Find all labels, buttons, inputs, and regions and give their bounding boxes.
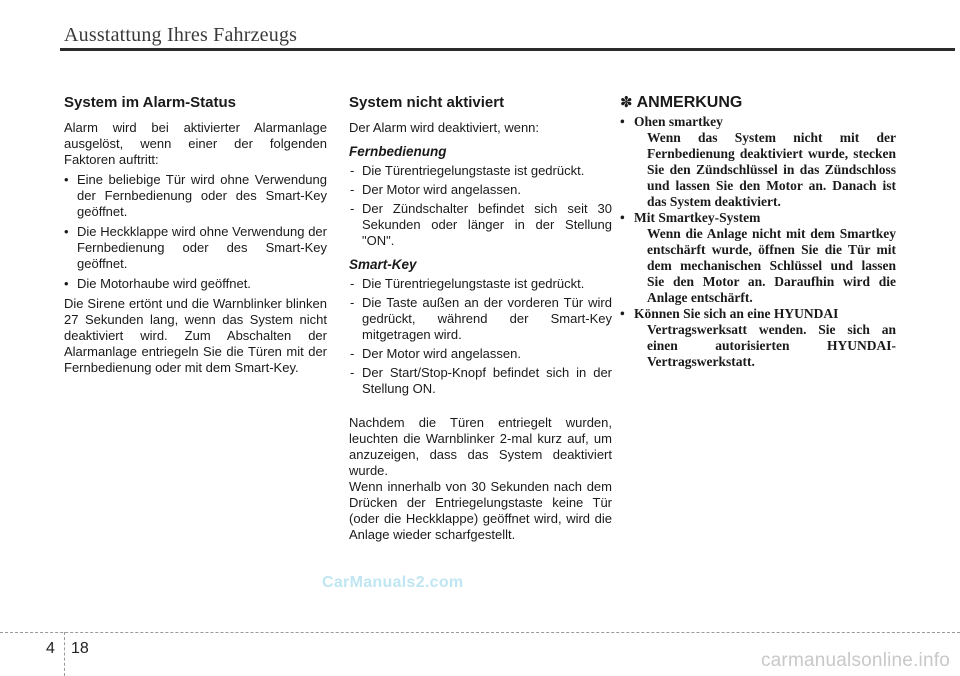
footer-watermark: carmanualsonline.info	[760, 650, 950, 671]
note-box	[620, 94, 896, 370]
note-item-text: Vertragswerksatt wenden. Sie sich an einen autorisierten HYUNDAI-Vertragswerkstatt.	[647, 322, 896, 369]
column-alarm-status	[64, 94, 327, 380]
subheading-remote: Fernbedienung	[349, 144, 447, 159]
list-item: - Die Taste außen an der vorderen Tür wird gedrückt, während der Smart-Key mitgetragen wird.	[349, 295, 612, 343]
note-item-title: • Mit Smartkey-System	[620, 210, 896, 226]
list-item: - Die Türentriegelungstaste ist gedrückt.	[349, 163, 612, 179]
column-not-activated	[349, 94, 612, 547]
remote-list	[349, 163, 612, 249]
asterisk-icon: ✽	[620, 94, 633, 111]
deactivation-intro: Der Alarm wird deaktiviert, wenn:	[349, 120, 540, 135]
header-rule	[60, 48, 955, 51]
page-header-title: Ausstattung Ihres Fahrzeugs	[64, 24, 298, 46]
note-item-text: Wenn die Anlage nicht mit dem Smartkey entschärft wurde, öffnen Sie die Tür mit dem mechanischen Schlüssel und lassen Sie den Motor an. Daraufhin wird die Anlage entschärft.	[647, 226, 896, 305]
footer-rule	[0, 632, 960, 633]
list-item	[620, 114, 896, 210]
rearm-para-2: Wenn innerhalb von 30 Sekunden nach dem Drücken der Entriegelungstaste keine Tür (oder die Heckklappe) geöffnet wird, wird die Anlage wieder scharfgestellt.	[349, 479, 612, 542]
page-number: 18	[71, 640, 89, 657]
subheading-smart-key: Smart-Key	[349, 257, 417, 272]
note-heading	[620, 94, 896, 112]
note-heading-label: ANMERKUNG	[636, 94, 743, 111]
list-item: • Eine beliebige Tür wird ohne Verwendung der Fernbedienung oder des Smart-Key geöffnet.	[64, 172, 327, 220]
section-heading-not-activated: System nicht aktiviert	[349, 94, 505, 111]
list-item: - Die Türentriegelungstaste ist gedrückt.	[349, 276, 612, 292]
list-item: - Der Start/Stop-Knopf befindet sich in der Stellung ON.	[349, 365, 612, 397]
note-list	[620, 114, 896, 370]
alarm-body: Die Sirene ertönt und die Warnblinker blinken 27 Sekunden lang, wenn das System nicht deaktiviert wird. Zum Abschalten der Alarmanlage entriegeln Sie die Türen mit der Fernbedienung oder mit dem Smart-Key.	[64, 296, 327, 375]
alarm-trigger-list	[64, 172, 327, 292]
page-divider	[64, 632, 65, 676]
note-item-text: Wenn das System nicht mit der Fernbedienung deaktiviert wurde, stecken Sie den Zündschlüssel in das Zündschloss und lassen Sie den Motor an. Danach ist das System deaktiviert.	[647, 130, 896, 209]
list-item: • Die Heckklappe wird ohne Verwendung der Fernbedienung oder des Smart-Key geöffnet.	[64, 224, 327, 272]
watermark-logo: CarManuals2.com	[322, 574, 464, 591]
list-item	[620, 306, 896, 370]
rearm-para-1: Nachdem die Türen entriegelt wurden, leuchten die Warnblinker 2-mal kurz auf, um anzuzeigen, dass das System deaktiviert wurde.	[349, 415, 612, 478]
list-item: - Der Zündschalter befindet sich seit 30 Sekunden oder länger in der Stellung "ON".	[349, 201, 612, 249]
note-item-title: • Ohen smartkey	[620, 114, 896, 130]
list-item: • Die Motorhaube wird geöffnet.	[64, 276, 327, 292]
note-item-title: • Können Sie sich an eine HYUNDAI	[620, 306, 896, 322]
smart-key-list	[349, 276, 612, 397]
section-heading-alarm-status: System im Alarm-Status	[64, 94, 237, 111]
list-item: - Der Motor wird angelassen.	[349, 346, 612, 362]
list-item: - Der Motor wird angelassen.	[349, 182, 612, 198]
list-item	[620, 210, 896, 306]
chapter-number: 4	[46, 640, 55, 657]
alarm-intro: Alarm wird bei aktivierter Alarmanlage ausgelöst, wenn einer der folgenden Faktoren auftritt:	[64, 120, 327, 167]
